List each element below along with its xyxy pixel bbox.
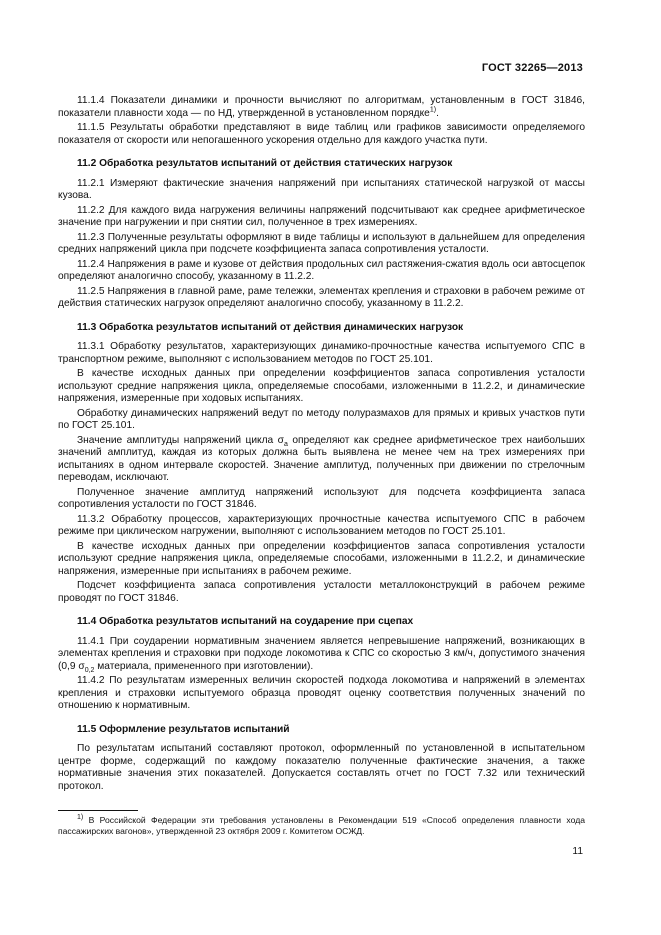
paragraph-11-3-1-inputs: В качестве исходных данных при определении коэффициентов запаса сопротивления усталости используют средние напряжения цикла, определяемые способами, изложенными в 11.2.2, и динамические напряжения, измеренные при ходовых испытаниях. bbox=[58, 368, 585, 404]
paragraph-text: определяют как среднее арифметическое трех наибольших значений амплитуд, каждая из которых должна быть выявлена не менее чем на трех измерениях при испытаниях в одном интервале скоростей. Значение амплитуд, полученных при движении по стрелочным переводам, исключают. bbox=[58, 434, 585, 483]
subscript-0-2: 0,2 bbox=[84, 666, 95, 674]
paragraph-text: материала, примененного при изготовлении). bbox=[94, 660, 314, 672]
paragraph-11-2-4: 11.2.4 Напряжения в раме и кузове от действия продольных сил растяжения-сжатия вдоль оси автосцепок определяют аналогично способу, указанному в 11.2.2. bbox=[58, 258, 585, 282]
footnote bbox=[58, 815, 585, 837]
page-number: 11 bbox=[572, 846, 583, 857]
footnote-mark: 1) bbox=[77, 814, 84, 822]
subscript-a: a bbox=[283, 440, 288, 448]
footnote-divider bbox=[58, 810, 138, 811]
paragraph-11-1-5: 11.1.5 Результаты обработки представляют в виде таблиц или графиков зависимости определяемого показателя от скорости или непогашенного ускорения отдельно для каждого участка пути. bbox=[58, 122, 585, 146]
paragraph-11-3-1-method: Обработку динамических напряжений ведут по методу полуразмахов для прямых и кривых участков пути по ГОСТ 25.101. bbox=[58, 407, 585, 431]
paragraph-11-2-1: 11.2.1 Измеряют фактические значения напряжений при испытаниях статической нагрузкой от массы кузова. bbox=[58, 177, 585, 201]
document-code-header: ГОСТ 32265—2013 bbox=[481, 62, 583, 74]
paragraph-11-1-4 bbox=[58, 95, 585, 120]
footnote-text: В Российской Федерации эти требования установлены в Рекомендации 519 «Способ определения плавности хода пассажирских вагонов», утвержденной 23 октября 2009 г. Комитетом ОСЖД. bbox=[58, 815, 585, 836]
paragraph-11-4-1 bbox=[58, 636, 585, 674]
paragraph-11-3-1-amplitude bbox=[58, 435, 585, 485]
document-body bbox=[58, 95, 585, 795]
paragraph-11-3-2: 11.3.2 Обработку процессов, характеризующих прочностные качества испытуемого СПС в рабочем режиме при циклическом нагружении, выполняют с использованием методов по ГОСТ 25.101. bbox=[58, 513, 585, 537]
section-heading-11-2: 11.2 Обработка результатов испытаний от действия статических нагрузок bbox=[77, 158, 453, 169]
section-heading-11-5: 11.5 Оформление результатов испытаний bbox=[77, 723, 290, 735]
sigma-symbol: σ bbox=[277, 434, 284, 446]
section-heading-11-4: 11.4 Обработка результатов испытаний на соударение при сцепах bbox=[77, 616, 414, 627]
sigma-symbol: σ bbox=[78, 660, 85, 672]
paragraph-11-2-2: 11.2.2 Для каждого вида нагружения величины напряжений подсчитывают как среднее арифметическое значение при нагружении и при снятии сил, полученное в трех измерениях. bbox=[58, 204, 585, 228]
paragraph-11-2-5: 11.2.5 Напряжения в главной раме, раме тележки, элементах крепления и страховки в рабочем режиме от действия статических нагрузок определяют аналогично способу, указанному в 11.2.2. bbox=[58, 285, 585, 309]
paragraph-11-3-2-calc: Подсчет коэффициента запаса сопротивления усталости металлоконструкций в рабочем режиме проводят по ГОСТ 31846. bbox=[58, 580, 585, 604]
paragraph-11-3-2-inputs: В качестве исходных данных при определении коэффициентов запаса сопротивления усталости используют средние напряжения цикла, определяемые способами, изложенными в 11.2.2, и динамические напряжения, измеренные при испытаниях в рабочем режиме. bbox=[58, 540, 585, 577]
paragraph-text: 11.4.1 При соударении нормативным значением является непревышение напряжений, возникающих в элементах крепления и страховки при подходе локомотива к СПС со скоростью 3 км/ч, допустимого значения (0,9 bbox=[58, 635, 585, 672]
paragraph-11-2-3: 11.2.3 Полученные результаты оформляют в виде таблицы и используют в дальнейшем для определения средних напряжений цикла при подсчете коэффициента запаса сопротивления усталости. bbox=[58, 231, 585, 255]
paragraph-text: 11.1.4 Показатели динамики и прочности вычисляют по алгоритмам, установленным в ГОСТ 31846, показатели плавности хода — по НД, утвержденной в установленном порядке bbox=[58, 95, 585, 119]
section-heading-11-3: 11.3 Обработка результатов испытаний от действия динамических нагрузок bbox=[77, 321, 464, 333]
paragraph-11-3-1-result: Полученное значение амплитуд напряжений используют для подсчета коэффициента запаса сопротивления усталости по ГОСТ 31846. bbox=[58, 486, 585, 510]
paragraph-text: Значение амплитуды напряжений цикла bbox=[77, 434, 278, 446]
paragraph-11-5: По результатам испытаний составляют протокол, оформленный по установленной в испытательном центре форме, содержащий по каждому показателю полученные фактические значения, а также нормативные значения этих показателей. Допускается составлять отчет по ГОСТ 7.32 или технический протокол. bbox=[58, 743, 585, 792]
paragraph-11-4-2: 11.4.2 По результатам измеренных величин скоростей подхода локомотива и напряжений в элементах крепления и страховки испытуемого образца проводят оценку соответствия полученных значений по отношению к нормативным. bbox=[58, 675, 585, 711]
paragraph-11-3-1: 11.3.1 Обработку результатов, характеризующих динамико-прочностные качества испытуемого СПС в транспортном режиме, выполняют с использованием методов по ГОСТ 25.101. bbox=[58, 341, 585, 365]
footnote-reference: 1) bbox=[429, 106, 437, 114]
paragraph-text: . bbox=[436, 107, 439, 119]
